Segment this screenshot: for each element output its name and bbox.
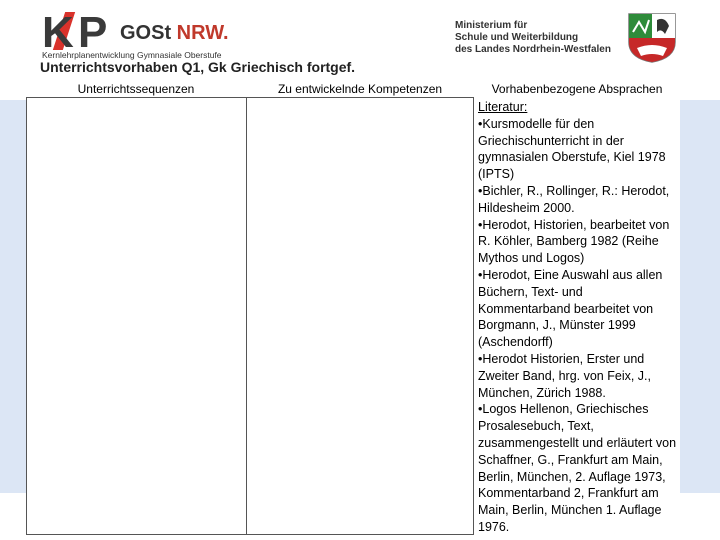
ministry-label [455, 20, 611, 56]
ministry-line-2: Schule und Weiterbildung [455, 32, 579, 43]
column-header-agreements: Vorhabenbezogene Absprachen [491, 82, 663, 96]
page-title: Unterrichtsvorhaben Q1, Gk Griechisch fortgef. [40, 59, 356, 75]
literature-item: •Kursmodelle für den Griechischunterricht in der gymnasialen Oberstufe, Kiel 1978 (IPTS) [478, 116, 666, 182]
table-column-divider [246, 97, 247, 535]
logo-letter-p: P [78, 8, 108, 57]
logo-letter-k: K [42, 8, 72, 57]
ministry-line-1: Ministerium für [455, 20, 528, 31]
column-header-competencies: Zu entwickelnde Kompetenzen [277, 82, 443, 96]
literature-item: •Bichler, R., Rollinger, R.: Herodot, Hildesheim 2000. [478, 183, 670, 215]
literature-list [478, 99, 678, 536]
klp-gost-logo [42, 8, 242, 60]
column-header-sequences: Unterrichtssequenzen [77, 82, 195, 96]
literature-item: •Herodot, Eine Auswahl aus allen Büchern, Text- und Kommentarband bearbeitet von Borgmann, J., Münster 1999 (Aschendorff) [478, 267, 663, 350]
literature-item: •Herodot Historien, Erster und Zweiter Band, hrg. von Feix, J., München, Zürich 1988. [478, 351, 651, 400]
table-body [26, 97, 474, 535]
logo-subtitle: Kernlehrplanentwicklung Gymnasiale Oberstufe [42, 50, 222, 60]
literature-item: •Herodot, Historien, bearbeitet von R. Köhler, Bamberg 1982 (Reihe Mythos und Logos) [478, 217, 670, 266]
literature-heading: Literatur: [478, 100, 528, 114]
nrw-crest-icon [627, 12, 677, 64]
logo-gost-nrw: GOSt NRW. [120, 22, 229, 44]
ministry-line-3: des Landes Nordrhein-Westfalen [455, 44, 611, 55]
literature-item: •Logos Hellenon, Griechisches Prosalesebuch, Text, zusammengestellt und erläutert von Schaffner, G., Frankfurt am Main, Berlin, München, 2. Auflage 1973, Kommentarband 2, Frankfurt am Main, Berlin, München 1. Auflage 1976. [478, 402, 677, 534]
